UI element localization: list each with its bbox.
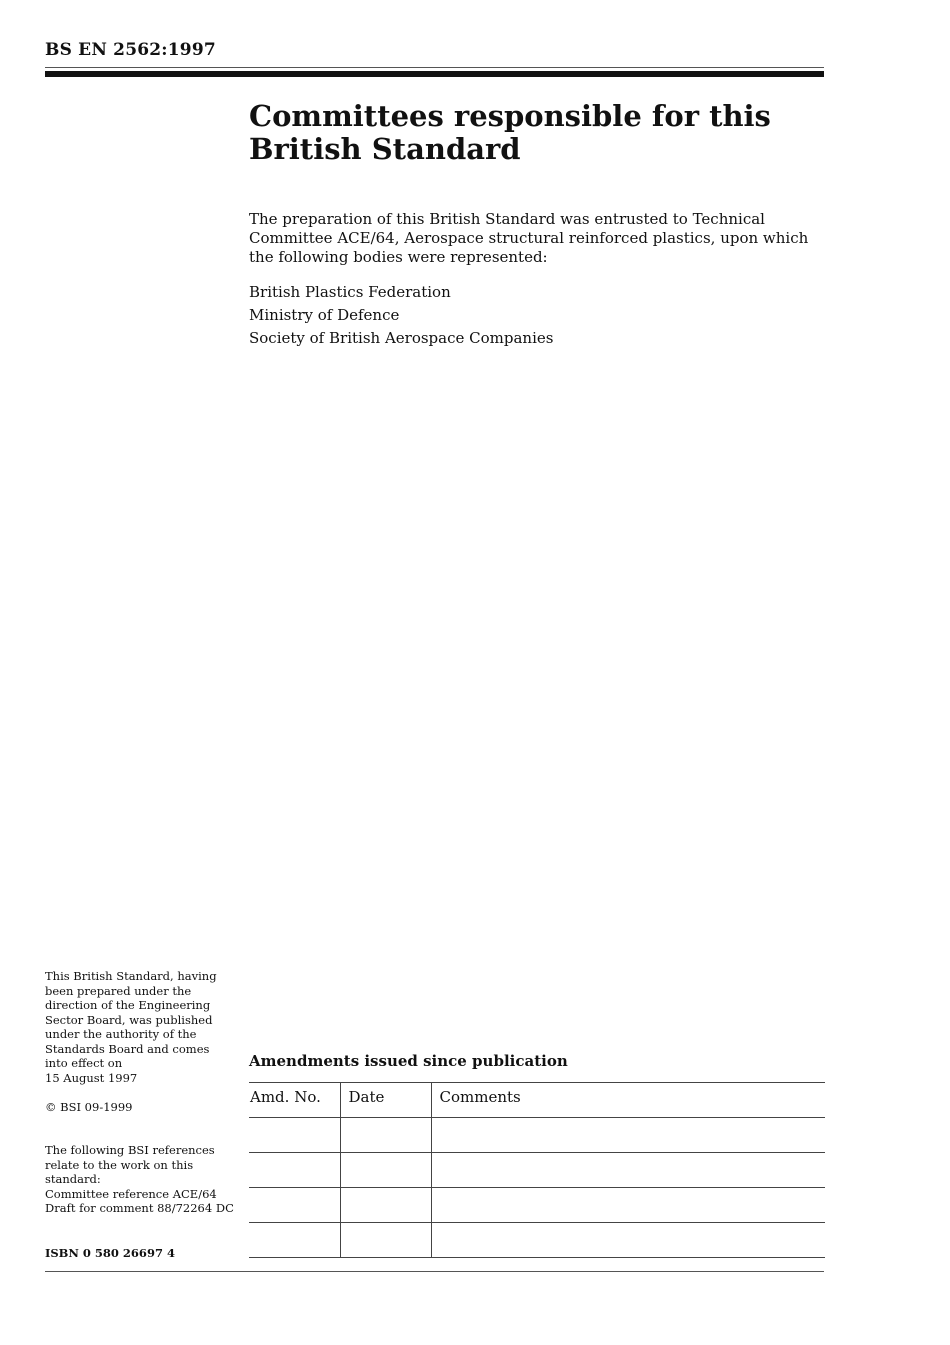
bsi-references bbox=[45, 1143, 235, 1216]
publication-note-line: been prepared under the bbox=[45, 983, 192, 998]
header-thick-rule bbox=[45, 71, 824, 77]
table-row bbox=[249, 1188, 825, 1223]
page-title-line-2: British Standard bbox=[249, 132, 521, 166]
reference-line: The following BSI references bbox=[45, 1143, 215, 1157]
copyright-notice: © BSI 09-1999 bbox=[45, 1100, 133, 1114]
publication-note-line: Sector Board, was published bbox=[45, 1012, 213, 1027]
publication-note bbox=[45, 969, 235, 1085]
amd-no-cell bbox=[249, 1223, 340, 1258]
publication-date: 15 August 1997 bbox=[45, 1070, 138, 1085]
table-row bbox=[249, 1223, 825, 1258]
comments-cell bbox=[431, 1153, 825, 1188]
header-thin-rule bbox=[45, 67, 824, 68]
comments-cell bbox=[431, 1118, 825, 1153]
list-item: Ministry of Defence bbox=[249, 306, 400, 324]
date-cell bbox=[340, 1118, 431, 1153]
committee-reference: Committee reference ACE/64 bbox=[45, 1186, 217, 1201]
list-item: Society of British Aerospace Companies bbox=[249, 329, 554, 347]
table-header-row bbox=[249, 1083, 825, 1118]
table-row bbox=[249, 1153, 825, 1188]
publication-note-line: Standards Board and comes bbox=[45, 1041, 210, 1056]
reference-line: relate to the work on this bbox=[45, 1157, 194, 1172]
amendments-title: Amendments issued since publication bbox=[249, 1052, 568, 1070]
footer-rule bbox=[45, 1271, 824, 1272]
isbn: ISBN 0 580 26697 4 bbox=[45, 1246, 175, 1260]
comments-cell bbox=[431, 1223, 825, 1258]
publication-note-line: direction of the Engineering bbox=[45, 998, 211, 1012]
amd-no-cell bbox=[249, 1188, 340, 1223]
represented-bodies-list bbox=[249, 281, 553, 350]
column-header-amd-no: Amd. No. bbox=[249, 1083, 340, 1118]
page-title bbox=[249, 100, 829, 166]
table-row bbox=[249, 1118, 825, 1153]
publication-note-line: into effect on bbox=[45, 1056, 123, 1070]
publication-note-line: under the authority of the bbox=[45, 1027, 197, 1041]
column-header-date: Date bbox=[340, 1083, 431, 1118]
amd-no-cell bbox=[249, 1118, 340, 1153]
amd-no-cell bbox=[249, 1153, 340, 1188]
date-cell bbox=[340, 1153, 431, 1188]
page-title-line-1: Committees responsible for this bbox=[249, 99, 771, 133]
document-id: BS EN 2562:1997 bbox=[45, 40, 216, 60]
comments-cell bbox=[431, 1188, 825, 1223]
reference-line: standard: bbox=[45, 1172, 101, 1186]
column-header-comments: Comments bbox=[431, 1083, 825, 1118]
date-cell bbox=[340, 1188, 431, 1223]
list-item: British Plastics Federation bbox=[249, 283, 451, 301]
date-cell bbox=[340, 1223, 431, 1258]
intro-paragraph: The preparation of this British Standard was entrusted to Technical Committee ACE/64, Aerospace structural reinforced plastics, upon which the following bodies were represented: bbox=[249, 210, 809, 266]
draft-reference: Draft for comment 88/72264 DC bbox=[45, 1201, 234, 1215]
publication-note-line: This British Standard, having bbox=[45, 969, 217, 983]
amendments-table bbox=[249, 1082, 825, 1258]
